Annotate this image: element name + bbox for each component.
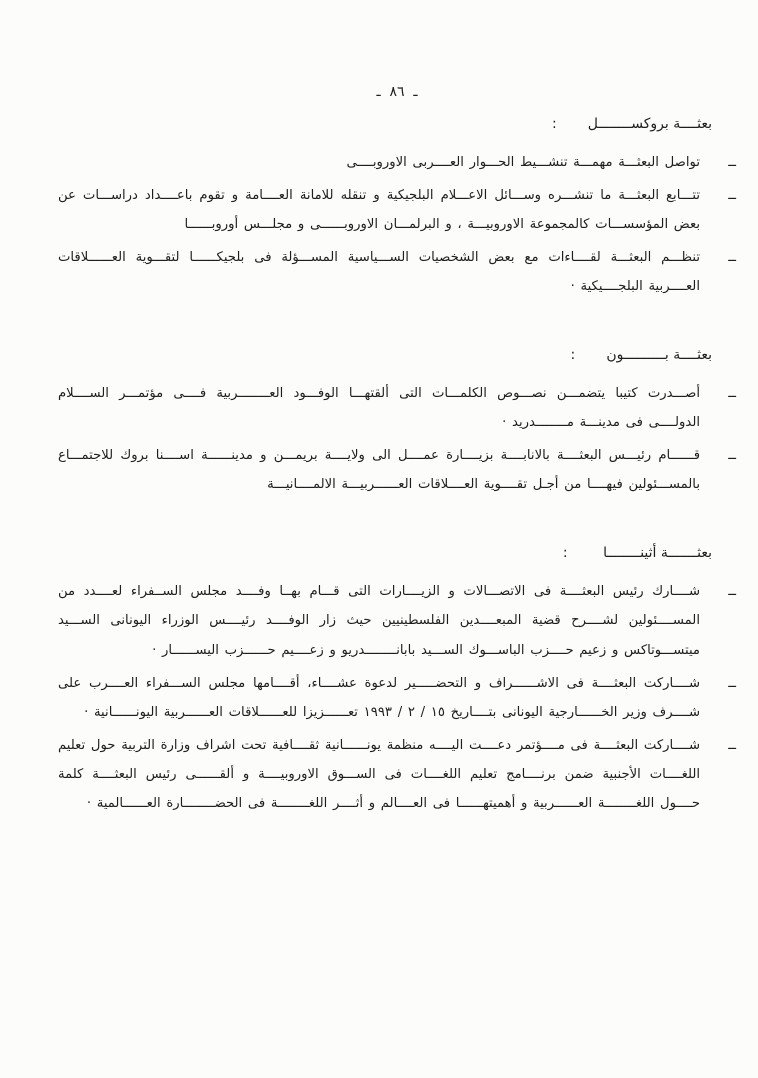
paragraph: تتـــابع البعثـــة ما تنشـــره وســـائل الاعـــلام البلجيكية و تنقله للامانة العــــامة و تقوم باعــــداد دراســـات عن بعض المؤسســـات كالمجموعة الاوروبيـــة ، و البرلمـــان الاوروبــــــى و مجلـــس أوروبــــــا: [58, 188, 700, 233]
list-item: [58, 669, 736, 727]
paragraph: شــــارك رئيس البعثــــة فى الاتصـــالات و الزيــــارات التى قـــام بهــا وفــــد مجلس الســفراء لعــــدد من المســــئولين لشــــرح قضية المبعــــدين الفلسطينيين حيث زار الوفــــد رئيــــس الوزراء اليونانى الســـيد ميتســـوتاكس و زعيم حــــزب الباســـوك الســـيد بابانــــــــدريو و زعــــيم حــــــزب اليســــــار ·: [58, 584, 700, 658]
paragraph: تنظـــم البعثـــة لقــــاءات مع بعض الشخصيات الســـياسية المســـؤلة فى بلجيكــــــا لتقـــوية العــــــلاقات العــــربية البلجــــيكية ·: [58, 250, 700, 295]
list-item: [58, 441, 736, 499]
dash-bullet: ــ: [728, 448, 736, 464]
page-number: ـ ٨٦ ـ: [376, 84, 418, 100]
list-item: [58, 243, 736, 301]
section-bonn-mission: [58, 347, 736, 499]
paragraph: شــــاركت البعثــــة فى مــــؤتمر دعــــت اليــــه منظمة يونــــــانية ثقــــافية تحت اشراف وزارة التربية حول تعليم اللغــــات الأجنبية ضمن برنــــامج تعليم اللغــــات فى الســـوق الاوروبيــــة و ألقــــــى رئيس البعثــــة كلمة حــــول اللغــــــــة العــــــربية و أهميتهــــــا فى العــــالم و أثــــر اللغــــــــة فى الحضــــــــارة العــــــالمية ·: [58, 737, 700, 811]
paragraph: تواصل البعثـــة مهمـــة تنشـــيط الحـــوار العــــربى الاوروبــــى: [346, 155, 700, 170]
dash-bullet: ــ: [728, 737, 736, 753]
section-athens-mission: [58, 545, 736, 817]
paragraph: قــــــام رئيـــس البعثــــة بالانابــــة بزيــــارة عمــــل الى ولايــــة بريمـــن و مدينــــــة اســــنا بروك للاجتمـــاع بالمســـئولين فيهــــا من أجـل تقــــوية العــــلاقات العــــــربيـــة الالمــــانيـــة: [58, 448, 700, 493]
paragraph: شــــاركت البعثــــة فى الاشــــــراف و التحضـــــير لدعوة عشــــاء، أقــــامها مجلس الســـفراء العــــرب على شــــرف وزير الخــــــارجية اليونانى بتــــاريخ ١٥ / ٢ / ١٩٩٣ تعــــــزيزا للعــــــلاقات العــــــربية اليونــــــانية ·: [58, 675, 700, 720]
list-item: [58, 379, 736, 437]
paragraph: أصـــدرت كتيبا يتضمـــن نصـــوص الكلمـــات التى ألقتهـــا الوفـــود العــــــــربية فــــى مؤتمـــر الســــلام الدولــــى فى مدينـــة مــــــــدريد ·: [58, 386, 700, 431]
dash-bullet: ــ: [728, 155, 736, 170]
section-brussels-mission: [58, 116, 736, 301]
dash-bullet: ــ: [728, 188, 736, 204]
list-item: [58, 577, 736, 664]
section-title-athens: بعثـــــــة أثينــــــــا :: [562, 545, 712, 562]
dash-bullet: ــ: [728, 584, 736, 600]
section-title-bonn: بعثــــة بــــــــــون :: [570, 347, 712, 364]
dash-bullet: ــ: [728, 250, 736, 266]
list-item: [58, 181, 736, 239]
list-item: [58, 731, 736, 818]
list-item: [58, 148, 736, 177]
dash-bullet: ــ: [728, 386, 736, 402]
dash-bullet: ــ: [728, 675, 736, 691]
section-title-brussels: بعثــــة بروكســــــــل :: [551, 116, 712, 132]
